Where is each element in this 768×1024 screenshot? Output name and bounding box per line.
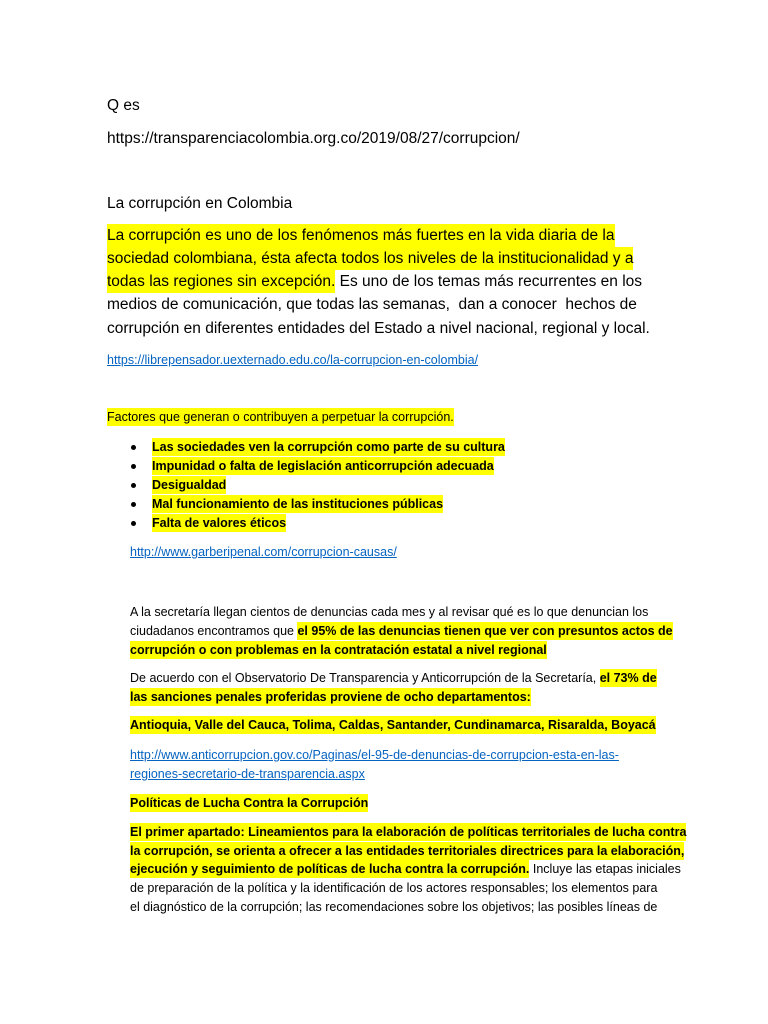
factors-heading-text: Factores que generan o contribuyen a perpetuar la corrupción. — [107, 410, 454, 424]
text-segment: De acuerdo con el Observatorio De Transparencia y Anticorrupción de la Secretaría, — [130, 671, 600, 685]
paragraph-line — [130, 641, 547, 659]
paragraph-line — [130, 898, 657, 916]
source-link-text[interactable]: http://www.garberipenal.com/corrupcion-causas/ — [130, 545, 397, 559]
source-link-librepensador[interactable] — [107, 351, 478, 369]
departments-text: Antioquia, Valle del Cauca, Tolima, Caldas, Santander, Cundinamarca, Risaralda, Boyacá — [130, 718, 656, 732]
section-heading-text: La corrupción en Colombia — [107, 195, 293, 212]
factors-list-item — [152, 438, 505, 456]
policies-heading — [130, 794, 368, 812]
text-segment: de preparación de la política y la identificación de los actores responsables; los elementos para — [130, 881, 658, 895]
factors-list-item — [152, 495, 443, 513]
highlighted-text: sociedad colombiana, ésta afecta todos los niveles de la institucionalidad y a — [107, 247, 633, 270]
paragraph-line — [130, 823, 686, 841]
factors-heading — [107, 408, 454, 426]
highlighted-text: el 95% de las denuncias tienen que ver con presuntos actos de — [297, 624, 673, 638]
question-text: Q es — [107, 97, 140, 114]
reference-url-line — [107, 127, 520, 150]
departments-line — [130, 716, 656, 734]
bullet-icon — [131, 483, 136, 488]
source-link-text[interactable]: https://librepensador.uexternado.edu.co/la-corrupcion-en-colombia/ — [107, 353, 479, 367]
paragraph-line — [107, 224, 615, 247]
text-segment: medios de comunicación, que todas las semanas, dan a conocer hechos de — [107, 296, 637, 313]
text-segment: corrupción en diferentes entidades del Estado a nivel nacional, regional y local. — [107, 320, 650, 337]
source-link-anticorrupcion[interactable] — [130, 765, 365, 783]
factors-list-item — [152, 514, 286, 532]
reference-url-text: https://transparenciacolombia.org.co/2019/08/27/corrupcion/ — [107, 130, 520, 147]
bullet-icon — [131, 464, 136, 469]
paragraph-line — [107, 293, 637, 316]
highlighted-text: corrupción o con problemas en la contratación estatal a nivel regional — [130, 643, 547, 657]
factors-list-item — [152, 476, 226, 494]
bullet-icon — [131, 445, 136, 450]
highlighted-text: el 73% de — [599, 671, 657, 685]
source-link-text[interactable]: http://www.anticorrupcion.gov.co/Paginas/el-95-de-denuncias-de-corrupcion-esta-en-las- — [130, 748, 619, 762]
list-item-text: Desigualdad — [152, 478, 227, 492]
highlighted-text: La corrupción es uno de los fenómenos más fuertes en la vida diaria de la — [107, 224, 615, 247]
factors-list-item — [152, 457, 494, 475]
text-segment: el diagnóstico de la corrupción; las recomendaciones sobre los objetivos; las posibles líneas de — [130, 900, 658, 914]
paragraph-line — [130, 669, 657, 687]
source-link-anticorrupcion[interactable] — [130, 746, 619, 764]
text-segment: Es uno de los temas más recurrentes en los — [335, 273, 643, 290]
bullet-icon — [131, 502, 136, 507]
list-item-text: Mal funcionamiento de las instituciones públicas — [152, 497, 444, 511]
paragraph-line — [107, 270, 642, 293]
list-item-text: Las sociedades ven la corrupción como parte de su cultura — [152, 440, 505, 454]
list-item-text: Impunidad o falta de legislación anticorrupción adecuada — [152, 459, 494, 473]
text-segment: ciudadanos encontramos que — [130, 624, 298, 638]
section-heading — [107, 192, 292, 215]
source-link-garberipenal[interactable] — [130, 543, 397, 561]
highlighted-text: ejecución y seguimiento de políticas de lucha contra la corrupción. — [130, 862, 530, 876]
paragraph-line — [130, 860, 681, 878]
paragraph-line — [130, 603, 648, 621]
highlighted-text: las sanciones penales proferidas proviene de ocho departamentos: — [130, 690, 531, 704]
text-segment: Incluye las etapas iniciales — [529, 862, 681, 876]
question-line — [107, 94, 140, 117]
highlighted-text: todas las regiones sin excepción. — [107, 270, 335, 293]
list-item-text: Falta de valores éticos — [152, 516, 287, 530]
highlighted-text: la corrupción, se orienta a ofrecer a las entidades territoriales directrices para la elaboración, — [130, 844, 685, 858]
paragraph-line — [107, 317, 650, 340]
bullet-icon — [131, 521, 136, 526]
paragraph-line — [130, 842, 684, 860]
highlighted-text: El primer apartado: Lineamientos para la elaboración de políticas territoriales de lucha contra — [130, 825, 687, 839]
paragraph-line — [130, 622, 673, 640]
paragraph-line — [130, 879, 657, 897]
policies-heading-text: Políticas de Lucha Contra la Corrupción — [130, 796, 369, 810]
source-link-text[interactable]: regiones-secretario-de-transparencia.aspx — [130, 767, 365, 781]
paragraph-line — [130, 688, 531, 706]
text-segment: A la secretaría llegan cientos de denuncias cada mes y al revisar qué es lo que denuncian los — [130, 605, 649, 619]
paragraph-line — [107, 247, 633, 270]
